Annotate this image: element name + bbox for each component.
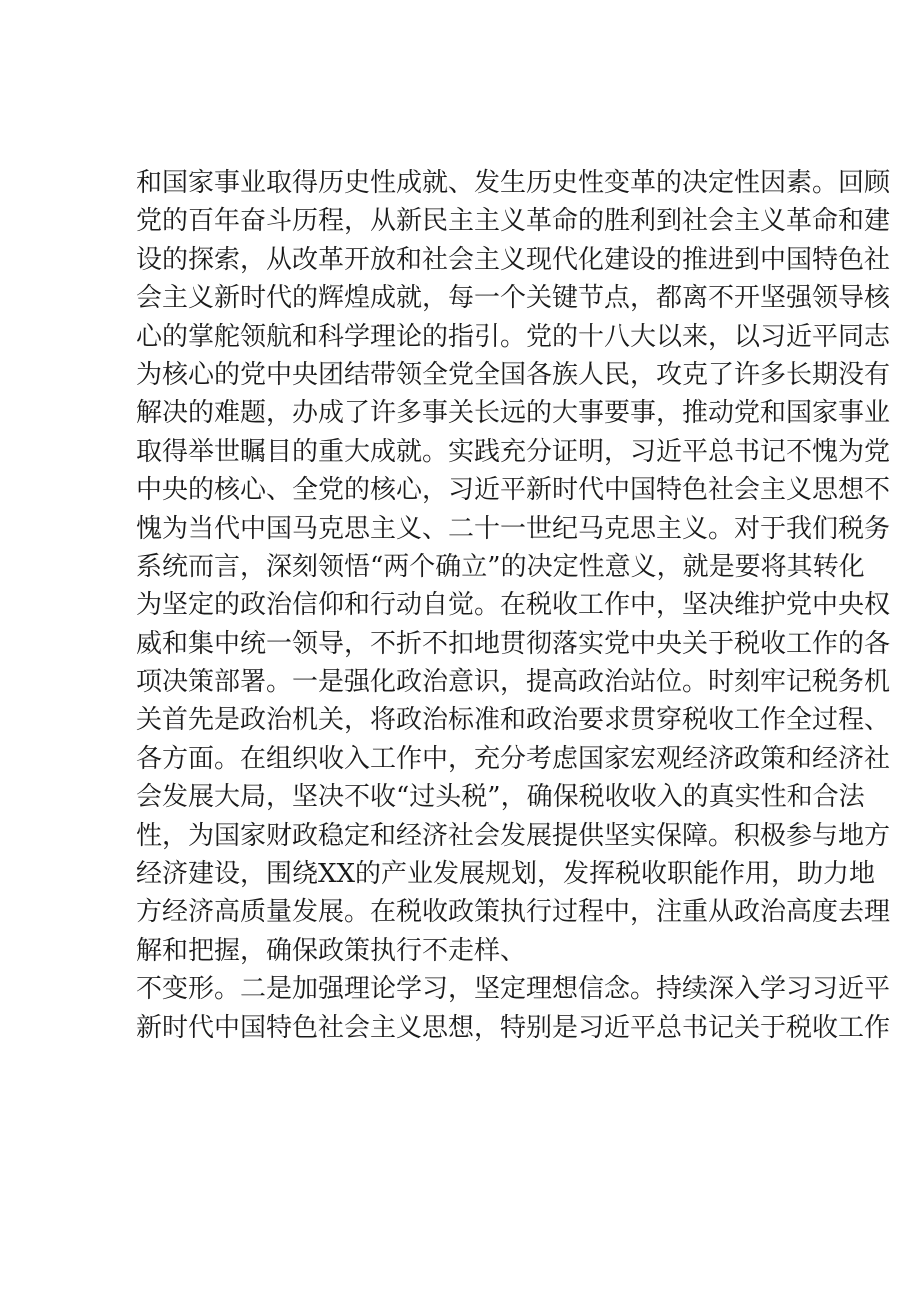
text-line: 愧为当代中国马克思主义、二十一世纪马克思主义。对于我们税务	[136, 513, 891, 544]
text-line: 党的百年奋斗历程，从新民主主义革命的胜利到社会主义革命和建	[136, 206, 891, 237]
text-line: 和国家事业取得历史性成就、发生历史性变革的决定性因素。回顾	[136, 168, 891, 198]
text-line: 心的掌舵领航和科学理论的指引。党的十八大以来，以习近平同志	[136, 321, 891, 352]
text-line: 项决策部署。一是强化政治意识，提高政治站位。时刻牢记税务机	[136, 667, 891, 698]
text-line: 关首先是政治机关，将政治标准和政治要求贯穿税收工作全过程、	[136, 705, 891, 736]
text-line: 威和集中统一领导，不折不扣地贯彻落实党中央关于税收工作的各	[136, 628, 891, 659]
text-line: 会主义新时代的辉煌成就，每一个关键节点，都离不开坚强领导核	[136, 283, 891, 314]
text-line: 取得举世瞩目的重大成就。实践充分证明，习近平总书记不愧为党	[136, 436, 891, 467]
text-line: 方经济高质量发展。在税收政策执行过程中，注重从政治高度去理	[136, 897, 891, 928]
text-line: 会发展大局，坚决不收“过头税”，确保税收收入的真实性和合法	[136, 782, 865, 813]
text-line: 设的探索，从改革开放和社会主义现代化建设的推进到中国特色社	[136, 244, 891, 275]
body-text	[136, 164, 891, 1047]
text-line: 系统而言，深刻领悟“两个确立”的决定性意义，就是要将其转化	[136, 551, 865, 582]
text-line: 性，为国家财政稳定和经济社会发展提供坚实保障。积极参与地方	[136, 820, 891, 851]
text-line: 经济建设，围绕XX的产业发展规划，发挥税收职能作用，助力地	[136, 859, 876, 890]
text-line: 不变形。二是加强理论学习，坚定理想信念。持续深入学习习近平	[136, 974, 891, 1005]
text-line: 各方面。在组织收入工作中，充分考虑国家宏观经济政策和经济社	[136, 743, 891, 774]
text-line: 为核心的党中央团结带领全党全国各族人民，攻克了许多长期没有	[136, 359, 891, 390]
text-line: 为坚定的政治信仰和行动自觉。在税收工作中，坚决维护党中央权	[136, 590, 891, 621]
text-line: 解决的难题，办成了许多事关长远的大事要事，推动党和国家事业	[136, 398, 891, 429]
text-line: 中央的核心、全党的核心，习近平新时代中国特色社会主义思想不	[136, 475, 891, 506]
text-line: 解和把握，确保政策执行不走样、	[136, 935, 527, 966]
text-line: 新时代中国特色社会主义思想，特别是习近平总书记关于税收工作	[136, 1012, 891, 1043]
